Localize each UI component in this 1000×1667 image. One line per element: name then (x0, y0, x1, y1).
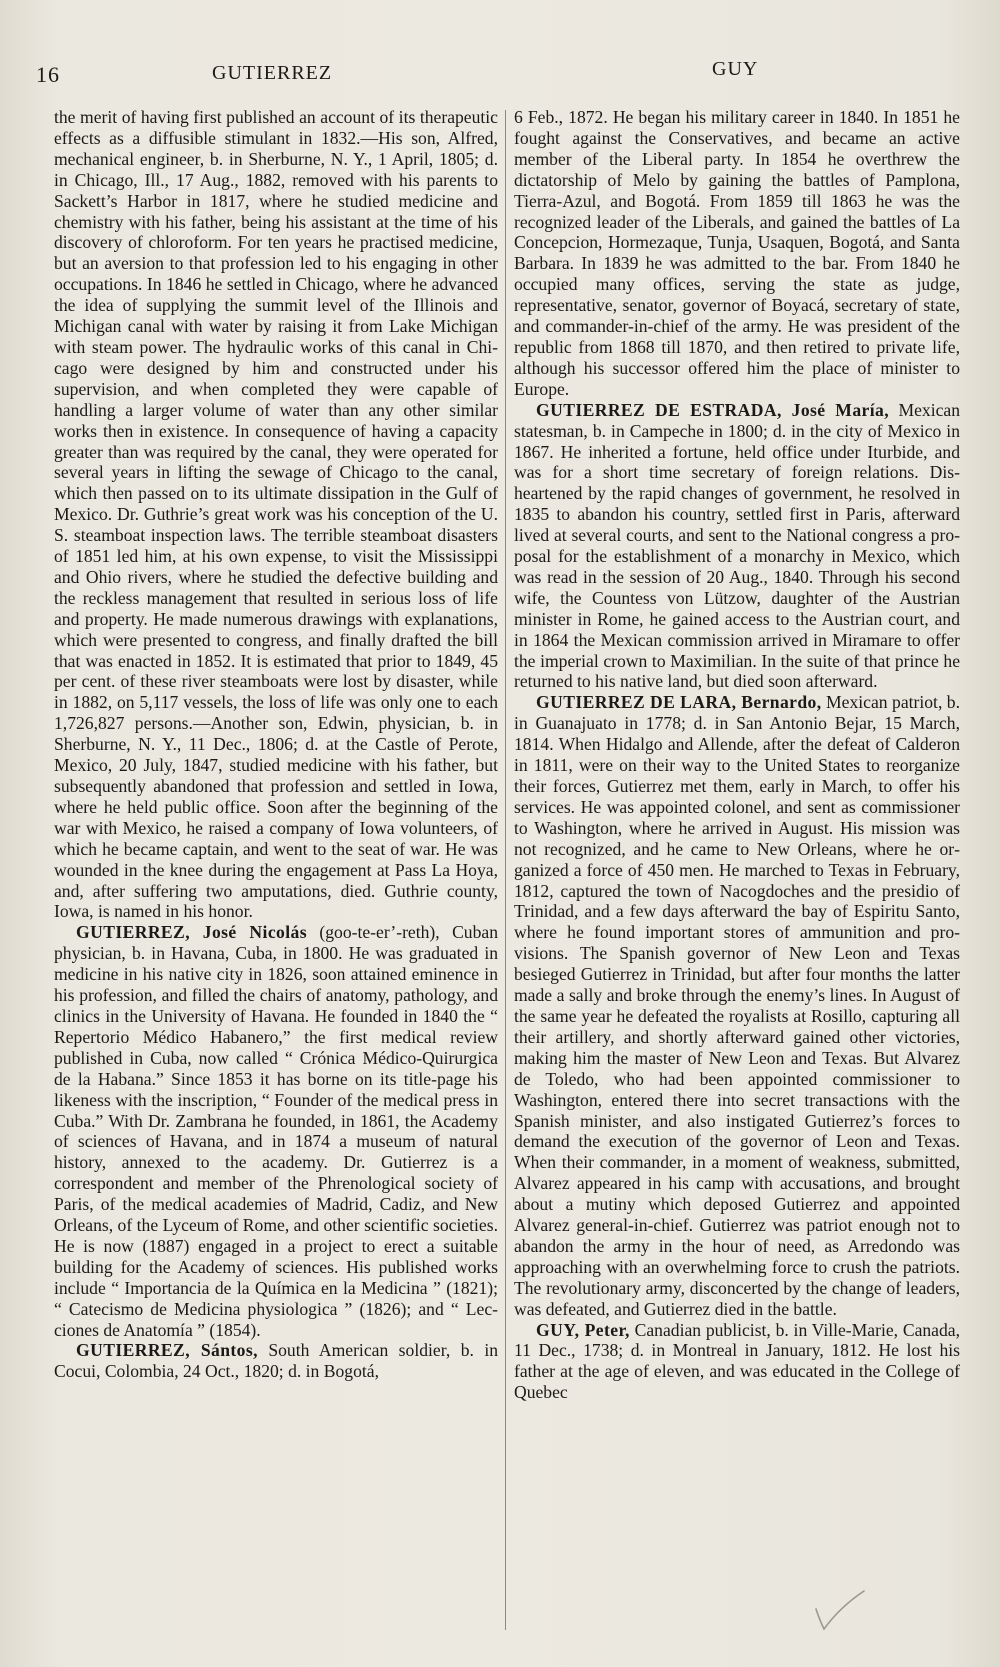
right-running-head: GUY (712, 58, 759, 80)
left-column (54, 107, 498, 1382)
entry-gutierrez-santos-continuation (514, 107, 960, 400)
entry-text: (goo-te-er’-reth), Cuban physician, b. in Havana, Cuba, in 1800. He was graduated in medicine in his native city in 1826, soon attained eminence in his profession, and filled the chairs of anatomy, pathology, and clinics in the University of Havana. He founded in 1840 the “ Repertorio Médico Habanero,” the first medical review published in Cuba, now called “ Crónica Médico-Quirurgica de la Habana.” Since 1853 it has borne on its title-page his likeness with the inscription, “ Founder of the medical press in Cuba.” With Dr. Zambrana he founded, in 1861, the Academy of sciences of Havana, and in 1874 a museum of natural history, annexed to the academy. Dr. Gutierrez is a correspondent and member of the Phrenological society of Paris, of the medical academies of Madrid, Cadiz, and New Orleans, of the Lyceum of Rome, and other scientific societies. He is now (1887) engaged in a project to erect a suitable building for the Academy of sciences. His published works include “ Importancia de la Química en la Medicina ” (1821); “ Catecismo de Medicina physiologica ” (1826); and “ Lecciones de Anatomía ” (1854). (54, 922, 499, 1340)
entry-text: South American soldier, b. in Cocui, Colombia, 24 Oct., 1820; d. in Bogotá, (54, 1340, 499, 1382)
entry-headword: GUTIERREZ, Sántos, (76, 1340, 258, 1361)
entry-gutierrez-santos (54, 1340, 498, 1382)
right-column (514, 107, 960, 1403)
entry-text: Canadian publicist, b. in Ville-Marie, Canada, 11 Dec., 1738; d. in Montreal in January, 1812. He lost his father at the age of eleven, and was educated in the College of Quebec (514, 1319, 960, 1403)
column-divider (505, 110, 506, 1630)
entry-text: Mexican patriot, b. in Guanajuato in 1778; d. in San Antonio Bejar, 15 March, 1814. When Hidalgo and Allende, after the defeat of Calderon in 1811, were on their way to the United States to reorganize their forces, Gutierrez met them, early in March, to offer his services. He was appointed colonel, and sent as commissioner to Washington, where he arrived in August. His mission was not recognized, and he came to New Orleans, where he organized a force of 450 men. He marched to Texas in February, 1812, captured the town of Nacogdoches and the presidio of Trinidad, and a few days afterward the bay of Espiritu Santo, where he found important stores of ammunition and provisions. The Spanish governor of New Leon and Texas besieged Gutierrez in Trinidad, but after four months the latter made a sally and broke through the enemy’s lines. In August of the same year he defeated the royalists at Rosillo, capturing all their artillery, and shortly afterward gained other victories, making him the master of New Leon and Texas. But Alvarez de Toledo, who had been appointed commissioner to Washington, entered there into secret transactions with the Spanish minister, and also instigated Gutierrez’s forces to demand the execution of the governor of Leon and Texas. When their commander, in a moment of weakness, submitted, Alvarez appeared in his camp with accusations, and brought about a mutiny which deposed Gutierrez and appointed Alvarez general-in-chief. Gutierrez was patriot enough not to abandon the army in the hour of need, as Arredondo was approaching with an overwhelming force to crush the patriots. The revolutionary army, disconcerted by the change of leaders, was defeated, and Gutierrez died in the battle. (514, 692, 960, 1319)
pencil-check-mark (810, 1585, 870, 1635)
entry-text: Mexican statesman, b. in Campeche in 1800; d. in the city of Mexico in 1867. He inherited a fortune, held office under Iturbide, and was for a short time secretary of foreign relations. Disheartened by the rapid changes of government, he resolved in 1835 to abandon his country, settled first in Paris, afterward lived at several courts, and sent to the National congress a proposal for the establishment of a monarchy in Mexico, which was read in the session of 20 Aug., 1840. Through his second wife, the Countess von Lützow, daughter of the Austrian minister in Rome, he gained access to the Austrian court, and in 1864 the Mexican commission arrived in Miramare to offer the imperial crown to Maximilian. In the suite of that prince he returned to his native land, but died soon afterward. (514, 399, 961, 692)
entry-text: the merit of having first published an account of its therapeutic effects as a diffusible stimulant in 1832.—His son, Alfred, mechanical engineer, b. in Sherburne, N. Y., 1 April, 1805; d. in Chicago, Ill., 17 Aug., 1882, removed with his parents to Sackett’s Harbor in 1817, where he studied medicine and chemistry with his father, being his assistant at the time of his discovery of chloroform. For ten years he practised medicine, but an aversion to that profession led to his engaging in other occupations. In 1846 he settled in Chicago, where he advanced the idea of supplying the summit level of the Illinois and Michigan canal with water by raising it from Lake Michigan with steam power. The hydraulic works of this canal in Chicago were designed by him and constructed under his supervision, and when completed they were capable of handling a larger volume of water than any other similar works then in existence. In consequence of having a capacity greater than was required by the canal, they were operated for several years in lifting the sewage of Chicago to the canal, which then passed on to its ultimate dissipation in the Gulf of Mexico. Dr. Guthrie’s great work was his conception of the U. S. steamboat inspection laws. The terrible steamboat disasters of 1851 led him, at his own expense, to visit the Mississippi and Ohio rivers, where he studied the defective building and the reckless management that resulted in serious loss of life and property. He made numerous drawings with explanations, which were presented to congress, and finally drafted the bill that was enacted in 1852. It is estimated that prior to 1849, 45 per cent. of these river steamboats were lost by disaster, while in 1882, on 5,117 vessels, the loss of life was only one to each 1,726,827 persons.—Another son, Edwin, physician, b. in Sherburne, N. Y., 11 Dec., 1806; d. at the Castle of Perote, Mexico, 20 July, 1847, studied medicine with his father, but subsequently abandoned that profession and settled in Iowa, where he held public office. Soon after the beginning of the war with Mexico, he raised a company of Iowa volunteers, of which he became captain, and went to the seat of war. He was wounded in the knee during the engagement at Pass La Hoya, and, after suffering two amputations, died. Guthrie county, Iowa, is named in his honor. (54, 107, 498, 922)
entry-gutierrez-jose-nicolas (54, 922, 498, 1340)
left-running-head: GUTIERREZ (212, 62, 333, 84)
page-number: 16 (36, 62, 60, 87)
entry-headword: GUY, Peter, (536, 1319, 630, 1340)
entry-gutierrez-de-lara (514, 692, 960, 1319)
entry-headword: GUTIERREZ DE ESTRADA, José María, (536, 399, 890, 420)
entry-guy-peter (514, 1320, 960, 1404)
entry-headword: GUTIERREZ, José Nicolás (76, 922, 307, 943)
entry-gutierrez-de-estrada (514, 400, 960, 693)
entry-text: 6 Feb., 1872. He began his military career in 1840. In 1851 he fought against the Conservatives, and became an active member of the Liberal party. In 1854 he overthrew the dictatorship of Melo by gaining the battles of Pamplona, Tierra-Azul, and Bogotá. From 1859 till 1863 he was the recognized leader of the Liberals, and gained the battles of La Concepcion, Hormezaque, Tunja, Usaquen, Bogotá, and Santa Barbara. In 1839 he was admitted to the bar. From 1840 he occupied many offices, serving the state as judge, representative, senator, governor of Boyacá, secretary of state, and commander-in-chief of the army. He was president of the republic from 1868 till 1870, and then retired to private life, although his successor offered him the place of minister to Europe. (514, 107, 960, 399)
entry-guthrie-continuation (54, 107, 498, 922)
entry-headword: GUTIERREZ DE LARA, Bernardo, (536, 692, 822, 713)
running-head (0, 58, 1000, 88)
